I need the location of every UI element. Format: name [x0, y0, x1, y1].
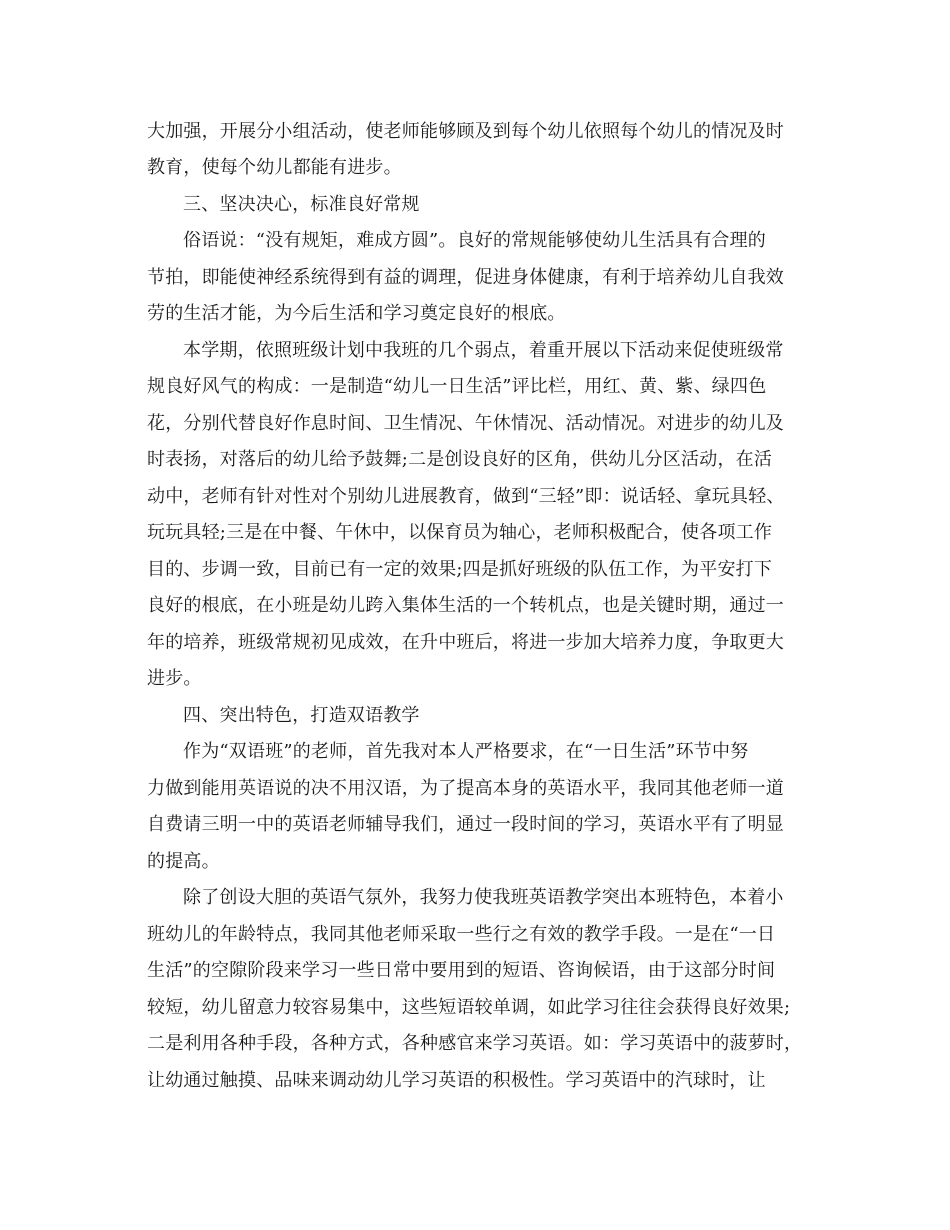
paragraph-line: 除了创设大胆的英语气氛外，我努力使我班英语教学突出本班特色，本着小 — [183, 887, 784, 908]
paragraph-line: 自费请三明一中的英语老师辅导我们，通过一段时间的学习，英语水平有了明显 — [147, 814, 784, 835]
paragraph-line: 班幼儿的年龄特点，我同其他老师采取一些行之有效的教学手段。一是在“一日 — [147, 924, 776, 945]
paragraph-line: 俗语说：“没有规矩，难成方圆”。良好的常规能够使幼儿生活具有合理的 — [183, 230, 767, 251]
paragraph-line: 二是利用各种手段，各种方式，各种感官来学习英语。如：学习英语中的菠萝时， — [147, 1033, 803, 1054]
paragraph-line: 年的培养，班级常规初见成效，在升中班后，将进一步加大培养力度，争取更大 — [147, 632, 784, 653]
paragraph-line: 较短，幼儿留意力较容易集中，这些短语较单调，如此学习往往会获得良好效果; — [147, 997, 791, 1018]
paragraph-line: 动中，老师有针对性对个别幼儿进展教育，做到“三轻”即：说话轻、拿玩具轻、 — [147, 486, 785, 507]
paragraph-line: 本学期，依照班级计划中我班的几个弱点，着重开展以下活动来促使班级常 — [183, 340, 784, 361]
paragraph-line: 规良好风气的构成：一是制造“幼儿一日生活”评比栏，用红、黄、紫、绿四色 — [147, 376, 767, 397]
paragraph-line: 时表扬，对落后的幼儿给予鼓舞;二是创设良好的区角，供幼儿分区活动，在活 — [147, 449, 773, 470]
paragraph-line: 教育，使每个幼儿都能有进步。 — [147, 157, 402, 178]
paragraph-line: 良好的根底，在小班是幼儿跨入集体生活的一个转机点，也是关键时期，通过一 — [147, 595, 784, 616]
paragraph-line: 力做到能用英语说的决不用汉语，为了提高本身的英语水平，我同其他老师一道 — [147, 778, 784, 799]
paragraph-line: 劳的生活才能，为今后生活和学习奠定良好的根底。 — [147, 303, 566, 324]
paragraph-line: 让幼通过触摸、品味来调动幼儿学习英语的积极性。学习英语中的汽球时，让 — [147, 1070, 766, 1091]
section-heading-4: 四、突出特色，打造双语教学 — [183, 705, 420, 726]
section-heading-3: 三、坚决决心，标准良好常规 — [183, 194, 420, 215]
paragraph-line: 花，分别代替良好作息时间、卫生情况、午休情况、活动情况。对进步的幼儿及 — [147, 413, 784, 434]
paragraph-line: 玩玩具轻;三是在中餐、午休中，以保育员为轴心，老师积极配合，使各项工作 — [147, 522, 773, 543]
paragraph-line: 作为“双语班”的老师，首先我对本人严格要求，在“一日生活”环节中努 — [183, 741, 749, 762]
paragraph-line: 大加强，开展分小组活动，使老师能够顾及到每个幼儿依照每个幼儿的情况及时 — [147, 121, 784, 142]
paragraph-line: 目的、步调一致，目前已有一定的效果;四是抓好班级的队伍工作，为平安打下 — [147, 559, 773, 580]
paragraph-line: 进步。 — [147, 668, 202, 689]
paragraph-line: 生活”的空隙阶段来学习一些日常中要用到的短语、咨询候语，由于这部分时间 — [147, 960, 776, 981]
paragraph-line: 节拍，即能使神经系统得到有益的调理，促进身体健康，有利于培养幼儿自我效 — [147, 267, 784, 288]
paragraph-line: 的提高。 — [147, 851, 220, 872]
